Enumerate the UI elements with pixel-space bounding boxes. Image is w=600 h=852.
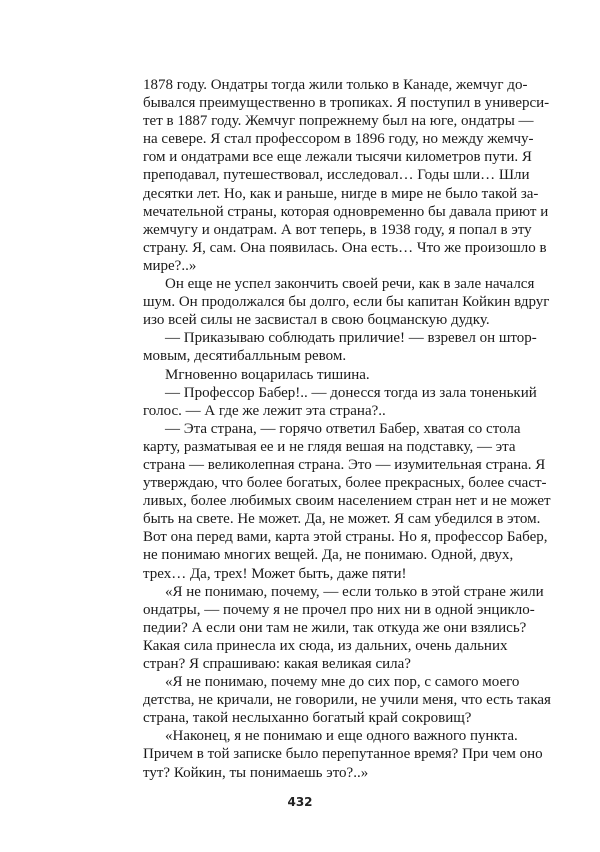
text-line: быть на свете. Не может. Да, не может. Я сам убедился в этом. bbox=[143, 511, 541, 528]
text-line: преподавал, путешествовал, исследовал… Годы шли… Шли bbox=[143, 167, 530, 184]
page-number: 432 bbox=[287, 795, 313, 809]
text-line: изо всей силы не засвистал в свою боцманскую дудку. bbox=[143, 312, 490, 329]
text-line: Причем в той записке было перепутанное время? При чем оно bbox=[143, 746, 543, 763]
text-line: жемчугу и ондатрам. А вот теперь, в 1938 году, я попал в эту bbox=[143, 221, 532, 238]
text-line: карту, разматывая ее и не глядя вешая на подставку, — эта bbox=[143, 438, 516, 455]
text-line: — Приказываю соблюдать приличие! — взревел он штор- bbox=[165, 330, 537, 347]
text-line: не понимаю многих вещей. Да, не понимаю. Одной, двух, bbox=[143, 547, 514, 564]
text-line: педии? А если они там не жили, так откуда же они взялись? bbox=[143, 619, 527, 636]
text-line: мире?..» bbox=[143, 257, 197, 274]
text-line: Вот она перед вами, карта этой страны. Но я, профессор Бабер, bbox=[143, 529, 548, 546]
text-line: трех… Да, трех! Может быть, даже пяти! bbox=[143, 565, 407, 582]
text-line: утверждаю, что более богатых, более прекрасных, более счаст- bbox=[143, 475, 547, 492]
text-line: мечательной страны, которая одновременно бы давала приют и bbox=[143, 203, 549, 220]
text-line: тут? Койкин, ты понимаешь это?..» bbox=[143, 764, 369, 781]
text-line: ливых, более любимых своим населением стран нет и не может bbox=[143, 493, 551, 510]
text-line: — Профессор Бабер!.. — донесся тогда из зала тоненький bbox=[165, 384, 537, 401]
text-line: на севере. Я стал профессором в 1896 году, но между жемчу- bbox=[143, 131, 534, 148]
text-line: стран? Я спрашиваю: какая великая сила? bbox=[143, 656, 411, 672]
text-line: шум. Он продолжался бы долго, если бы капитан Койкин вдруг bbox=[143, 294, 550, 311]
text-line: тет в 1887 году. Жемчуг попрежнему был на юге, ондатры — bbox=[143, 113, 534, 130]
text-line: бывался преимущественно в тропиках. Я поступил в универси- bbox=[143, 95, 550, 112]
text-line: Какая сила принесла их сюда, из дальних, очень дальних bbox=[143, 637, 508, 654]
text-line: голос. — А где же лежит эта страна?.. bbox=[143, 402, 386, 419]
text-line: детства, не кричали, не говорили, не учили меня, что есть такая bbox=[143, 692, 551, 709]
text-line: «Я не понимаю, почему мне до сих пор, с самого моего bbox=[165, 674, 520, 691]
text-line: «Я не понимаю, почему, — если только в этой стране жили bbox=[165, 583, 544, 600]
text-line: Мгновенно воцарилась тишина. bbox=[165, 366, 370, 383]
text-line: — Эта страна, — горячо ответил Бабер, хватая со стола bbox=[165, 420, 521, 437]
text-line: страна, такой неслыханно богатый край сокровищ? bbox=[143, 710, 472, 727]
text-line: страну. Я, сам. Она появилась. Она есть… Что же произошло в bbox=[143, 239, 547, 256]
text-line: Он еще не успел закончить своей речи, как в зале начался bbox=[165, 276, 535, 293]
text-line: 1878 году. Ондатры тогда жили только в Канаде, жемчуг до- bbox=[143, 77, 528, 93]
body-text bbox=[143, 76, 551, 782]
text-line: мовым, десятибалльным ревом. bbox=[143, 348, 347, 365]
text-line: гом и ондатрами все еще лежали тысячи километров пути. Я bbox=[143, 149, 532, 166]
text-line: десятки лет. Но, как и раньше, нигде в мире не было такой за- bbox=[143, 185, 539, 202]
text-line: «Наконец, я не понимаю и еще одного важного пункта. bbox=[165, 728, 518, 745]
text-line: ондатры, — почему я не прочел про них ни в одной энцикло- bbox=[143, 601, 535, 618]
text-line: страна — великолепная страна. Это — изумительная страна. Я bbox=[143, 456, 546, 473]
